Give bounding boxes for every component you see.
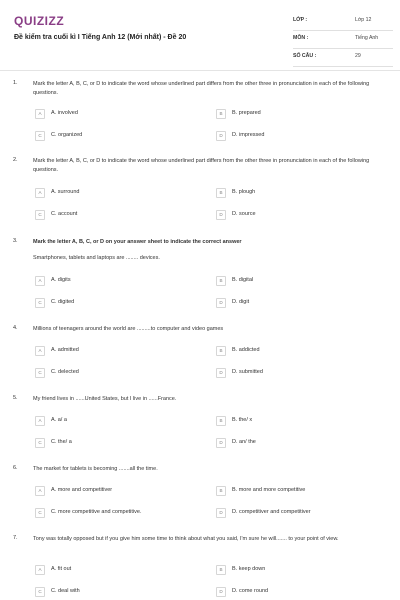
- page-title: Đề kiểm tra cuối kì I Tiếng Anh 12 (Mới nhất) - Đề 20: [14, 34, 187, 41]
- option-letter-box: C: [35, 438, 45, 448]
- option-text: D. competitiver and competitiver: [232, 509, 311, 515]
- meta-row-class: [293, 15, 393, 33]
- question-number: 3.: [13, 238, 18, 244]
- meta-row-subject: [293, 33, 393, 51]
- option-text: D. an/ the: [232, 439, 256, 445]
- option-text: A. a/ a: [51, 417, 67, 423]
- option-letter-box: A: [35, 416, 45, 426]
- option-letter-box: B: [216, 276, 226, 286]
- option-letter-box: D: [216, 508, 226, 518]
- question-text: The market for tablets is becoming .......all the time.: [33, 466, 158, 472]
- option-text: D. come round: [232, 588, 269, 594]
- option-letter-box: D: [216, 587, 226, 597]
- option-letter-box: B: [216, 188, 226, 198]
- option-text: B. digital: [232, 277, 254, 283]
- option-text: B. plough: [232, 189, 256, 195]
- question-number: 5.: [13, 395, 18, 401]
- meta-label: SỐ CÂU :: [293, 53, 317, 59]
- meta-panel: [293, 15, 393, 69]
- option-letter-box: B: [216, 416, 226, 426]
- option-text: B. the/ x: [232, 417, 253, 423]
- option-letter-box: D: [216, 298, 226, 308]
- option-letter-box: A: [35, 565, 45, 575]
- option-letter-box: C: [35, 368, 45, 378]
- option-text: A. more and competitiver: [51, 487, 113, 493]
- option-text: C. deal with: [51, 588, 80, 594]
- question-text: Mark the letter A, B, C, or D on your answer sheet to indicate the correct answer: [33, 239, 242, 245]
- header-divider: [0, 70, 400, 71]
- option-letter-box: C: [35, 508, 45, 518]
- option-text: A. involved: [51, 110, 78, 116]
- question-number: 2.: [13, 157, 18, 163]
- option-text: B. keep down: [232, 566, 266, 572]
- option-text: C. organized: [51, 132, 83, 138]
- option-text: A. admitted: [51, 347, 79, 353]
- option-text: A. fit out: [51, 566, 72, 572]
- option-text: B. prepared: [232, 110, 261, 116]
- option-text: C. delected: [51, 369, 79, 375]
- question-number: 7.: [13, 535, 18, 541]
- option-letter-box: B: [216, 109, 226, 119]
- question-prompt: Smartphones, tablets and laptops are ........ devices.: [33, 255, 160, 261]
- option-text: D. digit: [232, 299, 250, 305]
- option-text: D. impressed: [232, 132, 265, 138]
- option-letter-box: C: [35, 210, 45, 220]
- meta-value: 29: [355, 53, 361, 59]
- option-text: A. surround: [51, 189, 80, 195]
- option-letter-box: D: [216, 368, 226, 378]
- option-text: C. more competitive and competitive.: [51, 509, 142, 515]
- meta-label: MÔN :: [293, 35, 309, 41]
- option-letter-box: C: [35, 587, 45, 597]
- option-text: D. source: [232, 211, 256, 217]
- question-text: Millions of teenagers around the world are .........to computer and video games: [33, 326, 224, 332]
- option-text: A. digits: [51, 277, 71, 283]
- quizizz-logo: QUIZIZZ: [14, 14, 65, 28]
- question-text: Mark the letter A, B, C, or D to indicate the word whose underlined part differs from the other three in pronunciation in each of the following questions.: [33, 158, 370, 173]
- meta-row-count: [293, 51, 393, 69]
- option-text: C. the/ a: [51, 439, 72, 445]
- option-letter-box: D: [216, 131, 226, 141]
- option-letter-box: C: [35, 131, 45, 141]
- question-number: 1.: [13, 80, 18, 86]
- meta-value: Lớp 12: [355, 17, 372, 23]
- option-letter-box: A: [35, 346, 45, 356]
- option-letter-box: B: [216, 486, 226, 496]
- option-text: C. digited: [51, 299, 75, 305]
- option-letter-box: D: [216, 210, 226, 220]
- option-letter-box: A: [35, 276, 45, 286]
- option-text: C. account: [51, 211, 78, 217]
- option-letter-box: A: [35, 109, 45, 119]
- question-number: 4.: [13, 325, 18, 331]
- option-text: B. addicted: [232, 347, 260, 353]
- option-letter-box: B: [216, 346, 226, 356]
- meta-value: Tiếng Anh: [355, 35, 379, 41]
- question-text: My friend lives in ......United States, but I live in ......France.: [33, 396, 177, 402]
- option-text: D. submitted: [232, 369, 263, 375]
- option-letter-box: A: [35, 486, 45, 496]
- meta-label: LỚP :: [293, 17, 308, 23]
- option-letter-box: A: [35, 188, 45, 198]
- question-text: Tony was totally opposed but if you give him some time to think about what you said, I'm sure he will....... to your point of view.: [33, 536, 339, 542]
- option-letter-box: D: [216, 438, 226, 448]
- question-text: Mark the letter A, B, C, or D to indicate the word whose underlined part differs from the other three in pronunciation in each of the following questions.: [33, 81, 370, 96]
- option-letter-box: B: [216, 565, 226, 575]
- option-text: B. more and more competitive: [232, 487, 306, 493]
- option-letter-box: C: [35, 298, 45, 308]
- question-number: 6.: [13, 465, 18, 471]
